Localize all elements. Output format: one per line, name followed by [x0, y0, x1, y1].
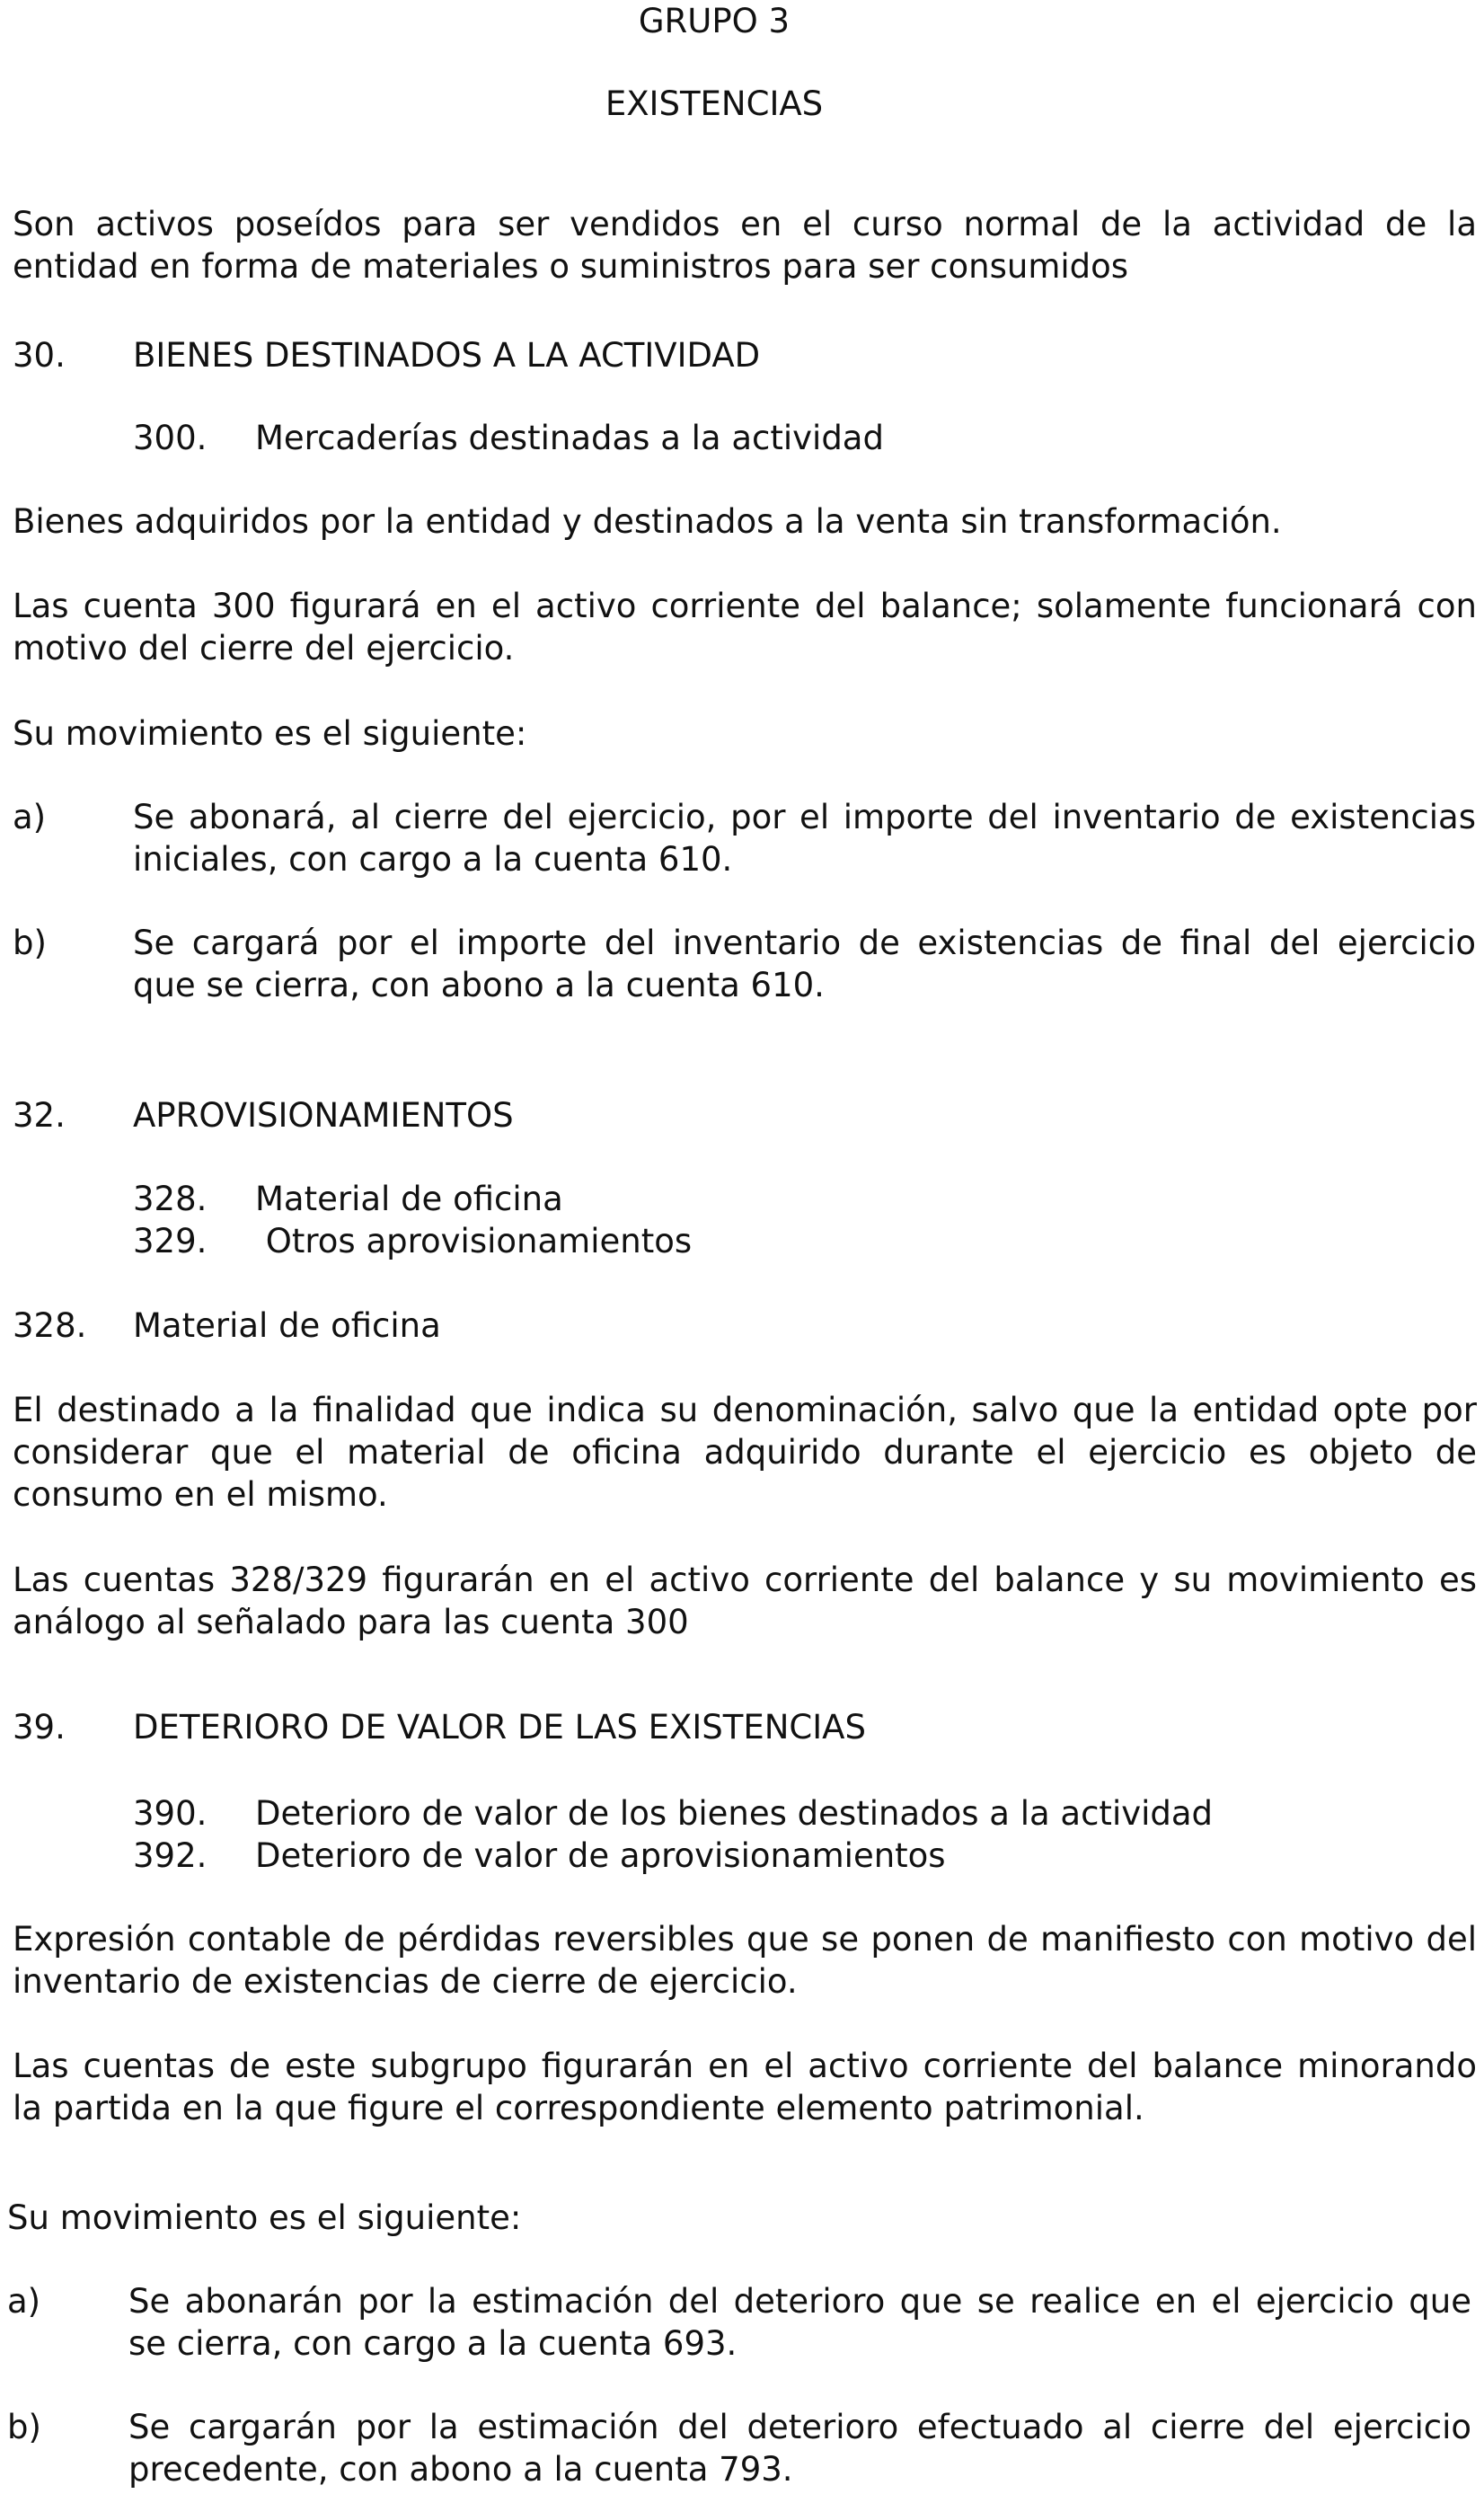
section-39-item-a-line-2: se cierra, con cargo a la cuenta 693. — [128, 2324, 738, 2363]
account-328-329-balance-line-2: análogo al señalado para las cuenta 300 — [13, 1603, 689, 1641]
group-heading: GRUPO 3 — [638, 2, 791, 40]
section-30-number: 30. — [13, 336, 66, 375]
section-39-description-paragraph — [13, 1918, 1477, 2003]
account-300-title: Mercaderías destinadas a la actividad — [255, 419, 884, 457]
account-390-title: Deterioro de valor de los bienes destinados a la actividad — [255, 1794, 1214, 1833]
section-39-number: 39. — [13, 1708, 66, 1747]
account-300-balance-line-2: motivo del cierre del ejercicio. — [13, 629, 515, 668]
section-39-balance-paragraph — [13, 2045, 1477, 2129]
account-328-description-line-1: El destinado a la finalidad que indica su denominación, salvo que la entidad opte por — [13, 1391, 1477, 1429]
section-39-description-line-2: inventario de existencias de cierre de ejercicio. — [13, 1962, 798, 2001]
section-39-description-line-1: Expresión contable de pérdidas reversibles que se ponen de manifiesto con motivo del — [13, 1920, 1477, 1959]
account-329-title: Otros aprovisionamientos — [255, 1222, 693, 1260]
account-300-description: Bienes adquiridos por la entidad y destinados a la venta sin transformación. — [13, 502, 1282, 541]
intro-line-1: Son activos poseídos para ser vendidos en el curso normal de la actividad de la — [13, 205, 1477, 243]
subsection-328-number: 328. — [13, 1306, 87, 1345]
section-39-item-a-line-1: Se abonarán por la estimación del deterioro que se realice en el ejercicio que — [128, 2282, 1471, 2321]
section-30-item-b-label: b) — [13, 924, 47, 962]
section-39-balance-line-2: la partida en la que figure el correspondiente elemento patrimonial. — [13, 2089, 1144, 2127]
section-39-item-b-line-2: precedente, con abono a la cuenta 793. — [128, 2450, 793, 2489]
account-390-number: 390. — [133, 1794, 208, 1833]
section-32-number: 32. — [13, 1096, 66, 1135]
account-328-description-paragraph — [13, 1389, 1477, 1516]
account-328-329-balance-paragraph — [13, 1559, 1477, 1643]
section-30-item-a-line-2: iniciales, con cargo a la cuenta 610. — [133, 840, 733, 879]
section-30-item-b-line-2: que se cierra, con abono a la cuenta 610. — [133, 966, 825, 1004]
page-title: EXISTENCIAS — [605, 84, 824, 123]
section-30-item-a — [133, 796, 1476, 880]
account-300-balance-paragraph — [13, 585, 1477, 669]
account-329-number: 329. — [133, 1222, 208, 1260]
section-30-item-b — [133, 922, 1476, 1006]
section-39-item-a — [128, 2280, 1471, 2365]
section-30-item-a-label: a) — [13, 798, 47, 836]
subsection-328-title: Material de oficina — [133, 1306, 441, 1345]
section-39-item-b-label: b) — [7, 2408, 41, 2446]
section-30-title: BIENES DESTINADOS A LA ACTIVIDAD — [133, 336, 761, 375]
account-392-title: Deterioro de valor de aprovisionamientos — [255, 1836, 946, 1875]
section-39-item-a-label: a) — [7, 2282, 41, 2321]
intro-line-2: entidad en forma de materiales o suministros para ser consumidos — [13, 247, 1129, 286]
section-39-item-b-line-1: Se cargarán por la estimación del deterioro efectuado al cierre del ejercicio — [128, 2408, 1471, 2446]
intro-paragraph — [13, 203, 1477, 287]
section-30-movement-intro: Su movimiento es el siguiente: — [13, 714, 527, 753]
account-328-title: Material de oficina — [255, 1180, 563, 1218]
account-300-balance-line-1: Las cuenta 300 figurará en el activo corriente del balance; solamente funcionará con — [13, 587, 1477, 625]
section-39-item-b — [128, 2406, 1471, 2490]
section-39-title: DETERIORO DE VALOR DE LAS EXISTENCIAS — [133, 1708, 866, 1747]
section-30-item-a-line-1: Se abonará, al cierre del ejercicio, por el importe del inventario de existencias — [133, 798, 1476, 836]
section-39-balance-line-1: Las cuentas de este subgrupo figurarán en el activo corriente del balance minorando — [13, 2047, 1477, 2085]
section-32-title: APROVISIONAMIENTOS — [133, 1096, 514, 1135]
account-328-number: 328. — [133, 1180, 208, 1218]
account-328-description-line-3: consumo en el mismo. — [13, 1475, 388, 1514]
section-30-item-b-line-1: Se cargará por el importe del inventario de existencias de final del ejercicio — [133, 924, 1476, 962]
account-328-329-balance-line-1: Las cuentas 328/329 figurarán en el activo corriente del balance y su movimiento es — [13, 1561, 1477, 1599]
account-392-number: 392. — [133, 1836, 208, 1875]
account-300-number: 300. — [133, 419, 208, 457]
account-328-description-line-2: considerar que el material de oficina adquirido durante el ejercicio es objeto de — [13, 1433, 1477, 1472]
section-39-movement-intro: Su movimiento es el siguiente: — [7, 2198, 522, 2237]
